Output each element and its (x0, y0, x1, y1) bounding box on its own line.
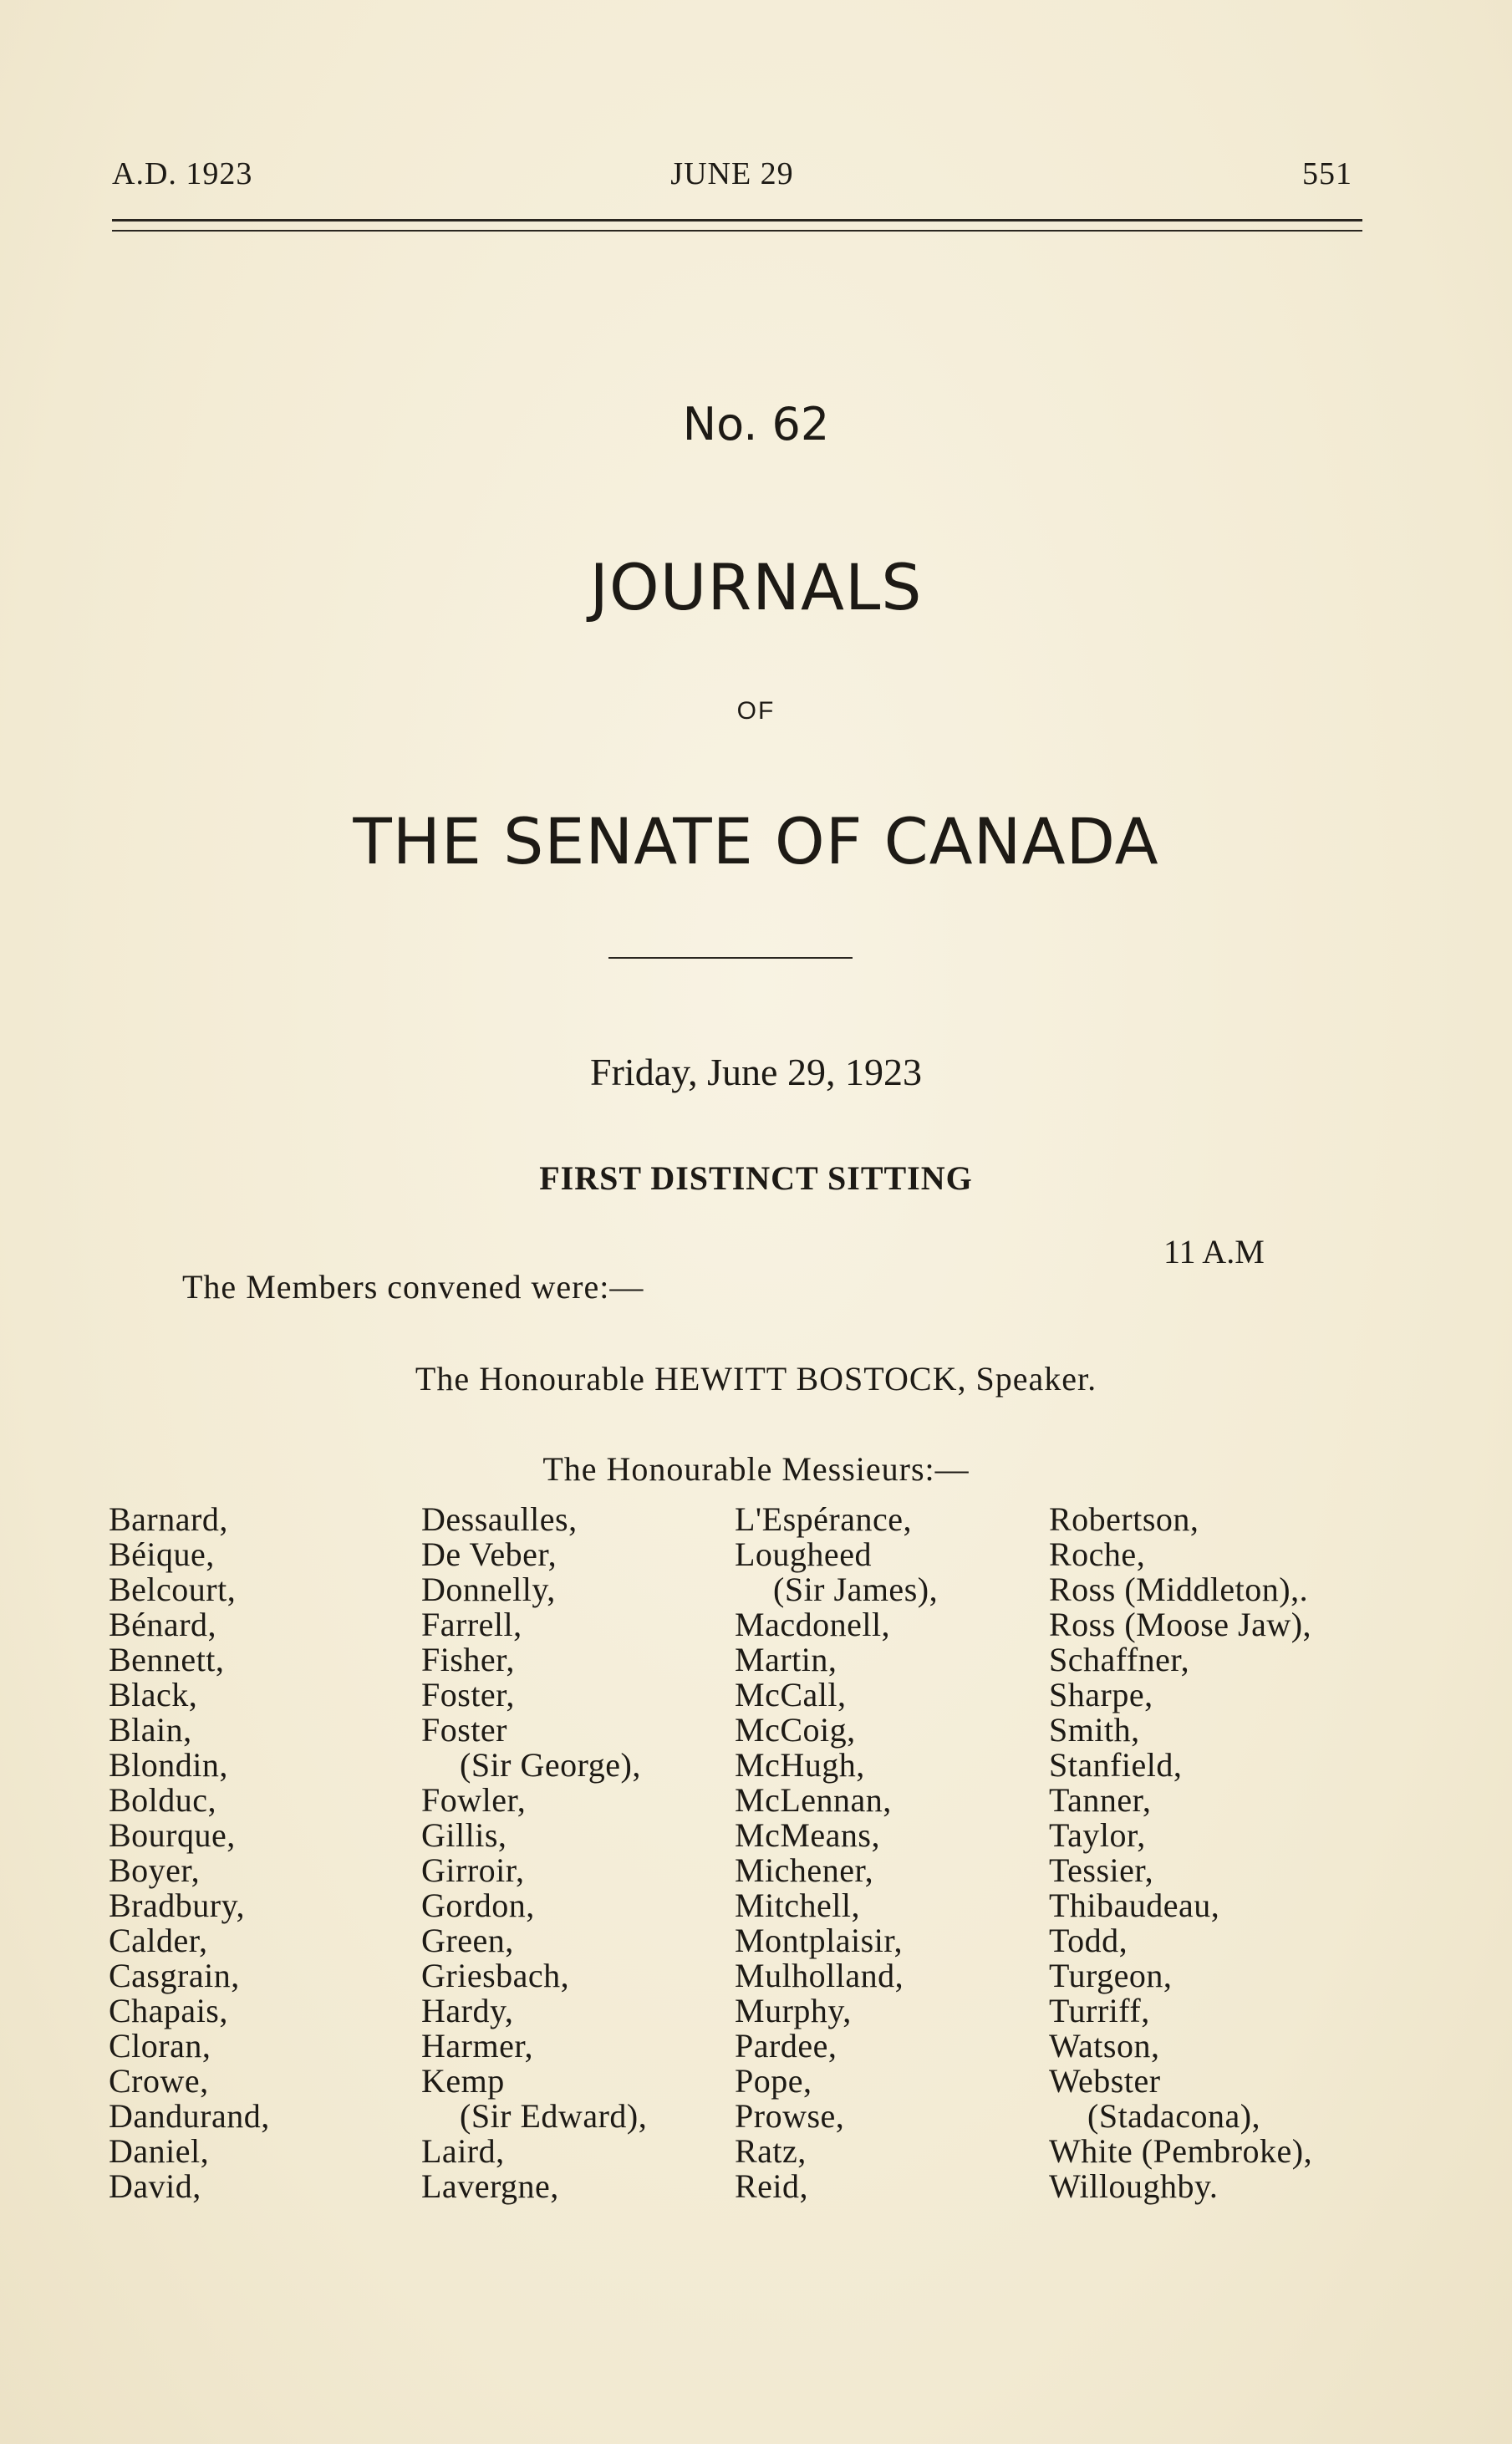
member-name: L'Espérance, (735, 1500, 912, 1538)
member-name: Lougheed (735, 1535, 872, 1573)
member-name: Casgrain, (109, 1957, 240, 1994)
members-column-1 (109, 1502, 270, 2204)
members-column-2 (421, 1502, 647, 2204)
member-name: Pardee, (735, 2027, 837, 2065)
member-name: Béique, (109, 1535, 215, 1573)
member-name: Dandurand, (109, 2097, 270, 2135)
member-name: Tessier, (1049, 1851, 1154, 1889)
member-name: (Sir James), (773, 1571, 939, 1608)
member-name: Foster, (421, 1676, 515, 1713)
header-rule (112, 219, 1362, 232)
member-name: Belcourt, (109, 1571, 237, 1608)
member-name: Martin, (735, 1641, 837, 1678)
member-name: Foster (421, 1711, 507, 1749)
page-number: 551 (1302, 156, 1352, 191)
member-name: Calder, (109, 1922, 208, 1959)
member-name: McCall, (735, 1676, 847, 1713)
senate-title: THE SENATE OF CANADA (353, 804, 1159, 878)
member-name: Thibaudeau, (1049, 1886, 1220, 1924)
member-name: Barnard, (109, 1500, 228, 1538)
member-name: Prowse, (735, 2097, 845, 2135)
member-name: Mitchell, (735, 1886, 861, 1924)
member-name: Mulholland, (735, 1957, 904, 1994)
member-name: Dessaulles, (421, 1500, 578, 1538)
sitting-name: FIRST DISTINCT SITTING (539, 1159, 973, 1197)
sitting-date: Friday, June 29, 1923 (590, 1051, 922, 1093)
member-name: Ross (Moose Jaw), (1049, 1606, 1312, 1643)
member-name: De Veber, (421, 1535, 557, 1573)
member-name: Taylor, (1049, 1816, 1146, 1854)
journal-number: No. 62 (682, 398, 830, 451)
member-name: Green, (421, 1922, 514, 1959)
member-name: Ratz, (735, 2132, 807, 2170)
members-convened-label: The Members convened were:— (182, 1268, 644, 1306)
member-name: Blondin, (109, 1746, 228, 1784)
member-name: Boyer, (109, 1851, 201, 1889)
member-name: Gillis, (421, 1816, 507, 1854)
members-column-4 (1049, 1502, 1312, 2204)
member-name: Murphy, (735, 1992, 852, 2029)
member-name: Farrell, (421, 1606, 522, 1643)
member-name: McLennan, (735, 1781, 892, 1819)
member-name: Fowler, (421, 1781, 527, 1819)
member-name: (Sir George), (460, 1746, 641, 1784)
member-name: Stanfield, (1049, 1746, 1183, 1784)
member-name: Crowe, (109, 2062, 209, 2100)
member-name: Donnelly, (421, 1571, 556, 1608)
member-name: Robertson, (1049, 1500, 1199, 1538)
member-name: Watson, (1049, 2027, 1160, 2065)
members-column-3 (735, 1502, 938, 2204)
member-name: (Sir Edward), (460, 2097, 648, 2135)
speaker-line: The Honourable HEWITT BOSTOCK, Speaker. (415, 1360, 1097, 1398)
messieurs-label: The Honourable Messieurs:— (542, 1450, 970, 1488)
member-name: Griesbach, (421, 1957, 570, 1994)
member-name: Macdonell, (735, 1606, 891, 1643)
of-label: OF (736, 697, 776, 725)
member-name: McCoig, (735, 1711, 856, 1749)
member-name: McMeans, (735, 1816, 880, 1854)
member-name: Schaffner, (1049, 1641, 1190, 1678)
header-date: JUNE 29 (670, 156, 794, 191)
member-name: Bénard, (109, 1606, 217, 1643)
member-name: Lavergne, (421, 2167, 559, 2205)
title-rule (608, 957, 853, 959)
member-name: Roche, (1049, 1535, 1146, 1573)
member-name: Reid, (735, 2167, 809, 2205)
member-name: Black, (109, 1676, 198, 1713)
member-name: Harmer, (421, 2027, 534, 2065)
member-name: Smith, (1049, 1711, 1140, 1749)
member-name: Blain, (109, 1711, 192, 1749)
member-name: Cloran, (109, 2027, 211, 2065)
member-name: Hardy, (421, 1992, 514, 2029)
running-head (112, 155, 1352, 197)
member-name: White (Pembroke), (1049, 2132, 1313, 2170)
member-name: Daniel, (109, 2132, 210, 2170)
member-name: Turgeon, (1049, 1957, 1173, 1994)
sitting-time: 11 A.M (1163, 1233, 1265, 1270)
member-name: Bourque, (109, 1816, 236, 1854)
member-name: Montplaisir, (735, 1922, 904, 1959)
member-name: Girroir, (421, 1851, 525, 1889)
member-name: David, (109, 2167, 201, 2205)
member-name: Sharpe, (1049, 1676, 1153, 1713)
member-name: Michener, (735, 1851, 874, 1889)
member-name: Bolduc, (109, 1781, 217, 1819)
member-name: Gordon, (421, 1886, 535, 1924)
member-name: Fisher, (421, 1641, 515, 1678)
member-name: Willoughby. (1049, 2167, 1219, 2205)
member-name: Pope, (735, 2062, 812, 2100)
member-name: Tanner, (1049, 1781, 1152, 1819)
member-name: McHugh, (735, 1746, 865, 1784)
member-name: Chapais, (109, 1992, 228, 2029)
member-name: Todd, (1049, 1922, 1128, 1959)
member-name: Ross (Middleton),. (1049, 1571, 1309, 1608)
member-name: Bennett, (109, 1641, 225, 1678)
member-name: Webster (1049, 2062, 1161, 2100)
member-name: Bradbury, (109, 1886, 245, 1924)
member-name: Laird, (421, 2132, 505, 2170)
member-name: Kemp (421, 2062, 505, 2100)
header-year: A.D. 1923 (112, 156, 253, 191)
member-name: (Stadacona), (1087, 2097, 1261, 2135)
journals-title: JOURNALS (589, 550, 923, 624)
member-name: Turriff, (1049, 1992, 1150, 2029)
